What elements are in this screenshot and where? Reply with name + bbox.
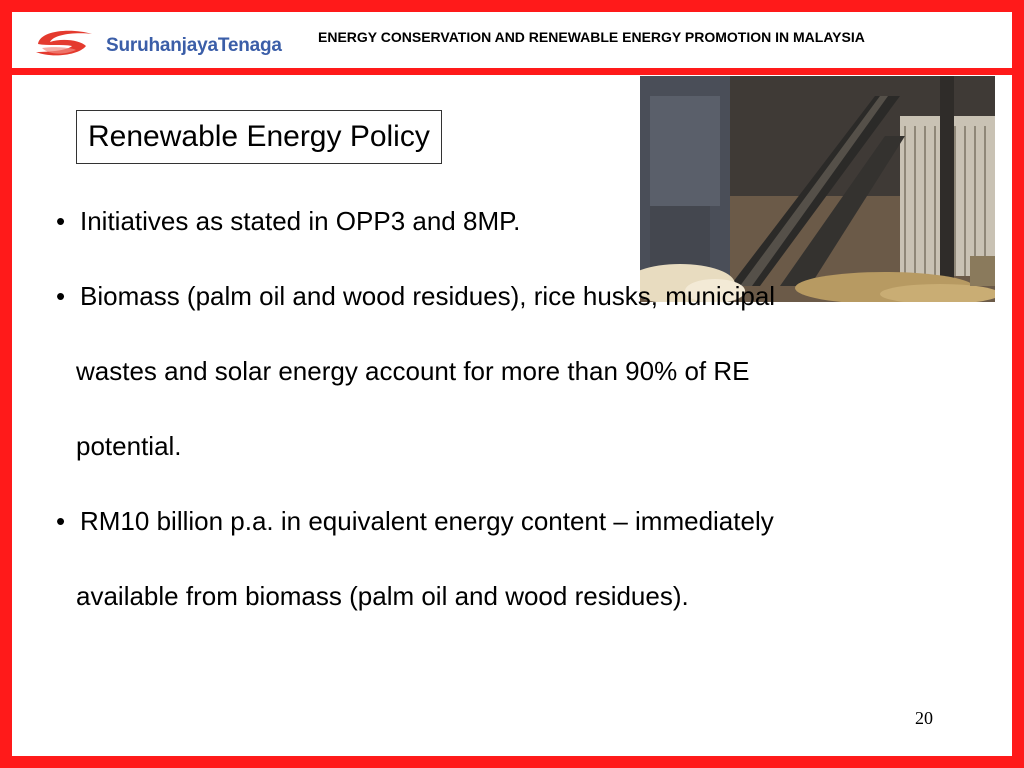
- logo-text: SuruhanjayaTenaga: [106, 35, 282, 56]
- bullet-marker: •: [56, 206, 66, 236]
- bullet-item-2: [56, 259, 775, 484]
- bullet-item-3: [56, 484, 774, 634]
- bullet-text-continuation: potential.: [76, 431, 182, 461]
- bullet-text-continuation: available from biomass (palm oil and wood residues).: [76, 581, 689, 611]
- page-number: 20: [915, 708, 933, 728]
- header-divider: [12, 68, 1012, 75]
- suruhanjaya-tenaga-logo: [32, 22, 302, 60]
- bullet-text-continuation: wastes and solar energy account for more than 90% of RE: [76, 356, 750, 386]
- bullet-text: Biomass (palm oil and wood residues), rice husks, municipal: [80, 281, 776, 311]
- bullet-marker: •: [56, 281, 66, 311]
- slide-title: Renewable Energy Policy: [76, 110, 442, 164]
- bullet-text: RM10 billion p.a. in equivalent energy content – immediately: [80, 506, 774, 536]
- bullet-item-1: [56, 184, 520, 259]
- bullet-text: Initiatives as stated in OPP3 and 8MP.: [80, 206, 521, 236]
- header-title: ENERGY CONSERVATION AND RENEWABLE ENERGY PROMOTION IN MALAYSIA: [318, 29, 865, 45]
- bullet-marker: •: [56, 506, 66, 536]
- logo-swoosh-icon: [32, 22, 102, 60]
